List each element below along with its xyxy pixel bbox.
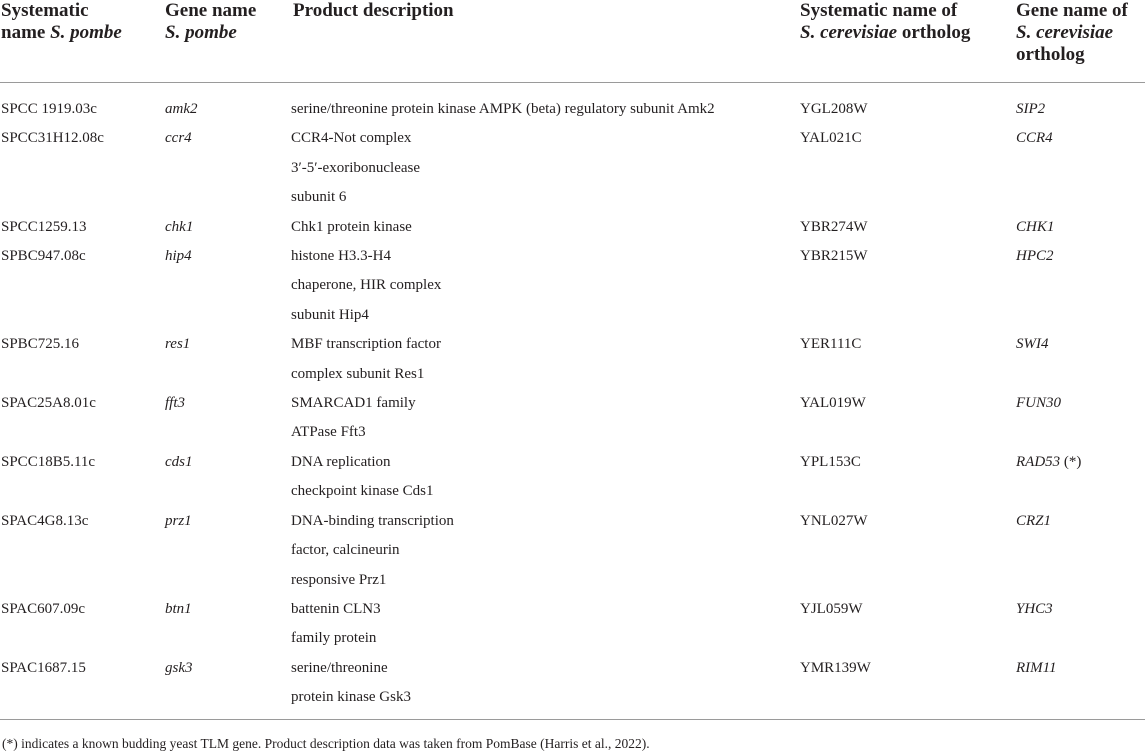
ortholog-systematic-name-cell: YBR274W [800, 218, 868, 235]
ortholog-systematic-name-cell: YGL208W [800, 101, 868, 117]
description-line: DNA-binding transcription [291, 512, 454, 529]
ortholog-gene-symbol: HPC2 [1016, 248, 1054, 265]
header-ortholog-gene-name: Gene name of S. cerevisiae ortholog [1015, 0, 1145, 83]
systematic-name-cell: SPBC947.08c [1, 248, 86, 265]
description-line: protein kinase Gsk3 [291, 689, 411, 706]
table-row [0, 595, 1145, 654]
gene-name-cell: btn1 [165, 600, 192, 617]
systematic-name-cell: SPAC607.09c [1, 600, 86, 617]
gene-name-cell: prz1 [165, 512, 192, 529]
gene-name-cell: amk2 [165, 101, 198, 117]
table-row [0, 330, 1145, 389]
ortholog-systematic-name-cell: YER111C [800, 336, 862, 353]
product-description-cell [291, 213, 800, 242]
description-line: DNA replication [291, 453, 391, 470]
table-row [0, 389, 1145, 448]
ortholog-systematic-name-cell: YAL019W [800, 395, 866, 412]
description-line: responsive Prz1 [291, 571, 387, 588]
systematic-name-cell: SPCC31H12.08c [1, 130, 104, 147]
ortholog-gene-name-cell [1015, 83, 1145, 125]
ortholog-gene-name-cell [1015, 242, 1145, 330]
ortholog-systematic-name-cell: YPL153C [800, 453, 861, 470]
ortholog-systematic-name-cell: YAL021C [800, 130, 862, 147]
table-row [0, 242, 1145, 330]
description-line: MBF transcription factor [291, 336, 441, 353]
systematic-name-cell: SPAC1687.15 [0, 654, 162, 719]
product-description-cell [291, 654, 800, 719]
description-line: family protein [291, 630, 377, 647]
ortholog-gene-name-cell [1015, 595, 1145, 654]
description-line: histone H3.3-H4 [291, 248, 391, 265]
ortholog-gene-symbol: SWI4 [1016, 336, 1049, 353]
table-footnote: (*) indicates a known budding yeast TLM gene. Product description data was taken from PomBase (Harris et al., 2022). [2, 736, 650, 751]
description-line: serine/threonine [291, 659, 388, 676]
ortholog-gene-symbol: CRZ1 [1016, 512, 1052, 529]
systematic-name-cell: SPBC725.16 [1, 336, 79, 353]
ortholog-gene-symbol: RIM11 [1016, 659, 1057, 676]
description-line: battenin CLN3 [291, 600, 381, 617]
header-ortholog-systematic-name: Systematic name of S. cerevisiae ortholog [800, 0, 1015, 83]
ortholog-systematic-name-cell: YJL059W [800, 600, 863, 617]
gene-name-cell: fft3 [165, 395, 186, 412]
ortholog-gene-name-cell [1015, 330, 1145, 389]
gene-name-cell: cds1 [165, 453, 193, 470]
ortholog-gene-name-cell [1015, 213, 1145, 242]
table-row [0, 448, 1145, 507]
ortholog-gene-name-cell [1015, 389, 1145, 448]
product-description-cell [291, 330, 800, 389]
description-line: Chk1 protein kinase [291, 218, 412, 235]
ortholog-gene-symbol: SIP2 [1016, 101, 1046, 117]
systematic-name-cell: SPAC4G8.13c [1, 512, 89, 529]
table-row [0, 654, 1145, 719]
product-description-cell [291, 83, 800, 125]
ortholog-gene-symbol: YHC3 [1016, 600, 1053, 617]
ortholog-gene-symbol: RAD53 [1016, 453, 1061, 470]
ortholog-gene-symbol: CHK1 [1016, 218, 1055, 235]
description-line: 3′-5′-exoribonuclease [291, 159, 421, 176]
product-description-cell [291, 448, 800, 507]
ortholog-gene-name-cell [1015, 124, 1145, 212]
header-row [0, 0, 1145, 83]
systematic-name-cell: SPCC1259.13 [1, 218, 87, 235]
ortholog-gene-symbol: FUN30 [1016, 395, 1061, 412]
header-systematic-name: Systematic name S. pombe [0, 0, 162, 83]
table-row [0, 507, 1145, 595]
table-body [0, 83, 1145, 720]
tlm-note-marker: (*) [1060, 453, 1082, 470]
description-line: factor, calcineurin [291, 542, 400, 559]
description-line: ATPase Fft3 [291, 424, 366, 441]
product-description-cell [291, 389, 800, 448]
systematic-name-cell: SPAC25A8.01c [1, 395, 96, 412]
ortholog-systematic-name-cell: YBR215W [800, 248, 868, 265]
gene-name-cell: ccr4 [165, 130, 192, 147]
ortholog-gene-name-cell [1015, 507, 1145, 595]
table-row [0, 213, 1145, 242]
description-line: CCR4-Not complex [291, 130, 412, 147]
gene-name-cell: chk1 [165, 218, 194, 235]
ortholog-gene-name-cell [1015, 654, 1145, 719]
table-header [0, 0, 1145, 83]
description-line: subunit Hip4 [291, 306, 369, 323]
description-line: complex subunit Res1 [291, 365, 425, 382]
description-line: chaperone, HIR complex [291, 277, 442, 294]
ortholog-systematic-name-cell: YNL027W [800, 512, 868, 529]
gene-name-cell: gsk3 [162, 654, 291, 719]
header-product-description: Product description [291, 0, 800, 83]
table-row [0, 83, 1145, 125]
description-line: subunit 6 [291, 189, 347, 206]
product-description-cell [291, 507, 800, 595]
product-description-cell [291, 595, 800, 654]
ortholog-gene-symbol: CCR4 [1016, 130, 1053, 147]
product-description-cell [291, 124, 800, 212]
description-line: serine/threonine protein kinase AMPK (beta) regulatory subunit Amk2 [291, 101, 715, 117]
ortholog-gene-name-cell [1015, 448, 1145, 507]
description-line: checkpoint kinase Cds1 [291, 483, 434, 500]
gene-name-cell: res1 [165, 336, 191, 353]
table-row [0, 124, 1145, 212]
product-description-cell [291, 242, 800, 330]
gene-name-cell: hip4 [165, 248, 192, 265]
systematic-name-cell: SPCC 1919.03c [1, 101, 97, 117]
description-line: SMARCAD1 family [291, 395, 416, 412]
ortholog-systematic-name-cell: YMR139W [800, 654, 1015, 719]
header-gene-name: Gene name S. pombe [162, 0, 291, 83]
systematic-name-cell: SPCC18B5.11c [1, 453, 96, 470]
